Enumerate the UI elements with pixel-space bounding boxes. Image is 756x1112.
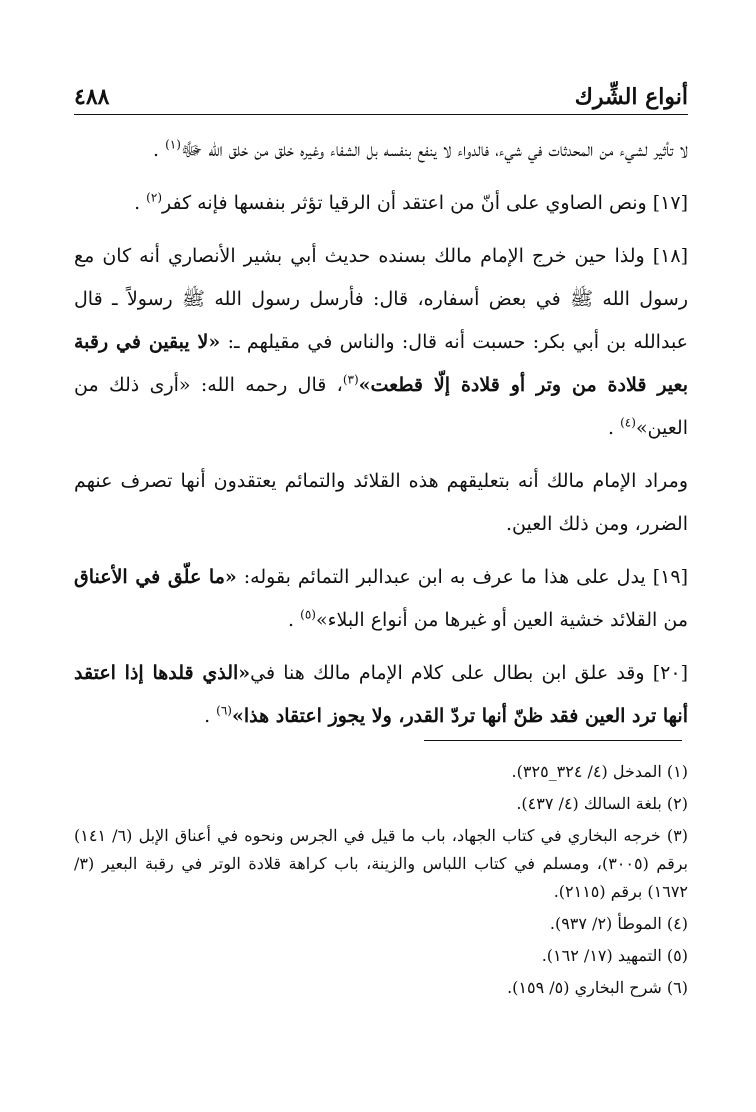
chapter-title: أنواع الشِّرك [574,84,688,110]
punctuation: . [152,139,160,161]
paragraph-6 [74,652,688,738]
paragraph-5 [74,556,688,642]
footnote-6: (٦) شرح البخاري (٥/ ١٥٩). [507,978,688,997]
paragraph-3 [74,235,688,450]
punctuation: . [608,417,615,439]
footnote-3: (٣) خرجه البخاري في كتاب الجهاد، باب ما قيل في الجرس ونحوه في أعناق الإبل (٦/ ١٤١) برقم (٣٠٠٥)، ومسلم في كتاب اللباس والزينة، باب كراهة قلادة الوتر في رقبة البعير (٣/ ١٦٧٢) برقم (٢١١٥). [74,826,688,901]
footnote-1: (١) المدخل (٤/ ٣٢٤_٣٢٥). [511,762,688,781]
paragraph-1 [74,129,688,172]
paragraph-2 [74,182,688,225]
paragraph-text: [١٧] ونص الصاوي على أنّ من اعتقد أن الرقيا تؤثر بنفسها فإنه كفر [162,192,688,214]
punctuation: . [134,192,141,214]
quote: «ما علّق في الأعناق [74,566,237,588]
paragraph-text: [١٩] يدل على هذا ما عرف به ابن عبدالبر التمائم بقوله: [243,566,688,588]
main-text [74,129,688,738]
paragraph-4 [74,460,688,546]
footnote-ref[interactable]: (٤) [620,415,636,430]
punctuation: . [204,705,211,727]
quote: «الذي قلدها إذا اعتقد أنها ترد العين فقد ظنّ أنها تردّ القدر، ولا يجوز اعتقاد هذا» [74,662,688,727]
paragraph-text: [١٨] ولذا حين خرج الإمام مالك بسنده حديث أبي بشير الأنصاري أنه كان مع رسول الله ﷺ في بعض أسفاره، قال: فأرسل رسول الله ﷺ رسولاً ـ قال عبدالله بن أبي بكر: حسبت أنه قال: والناس في مقيلهم ـ: [74,245,689,353]
footnote-ref[interactable]: (٥) [300,607,316,622]
footnote-separator [424,740,682,741]
footnote-5: (٥) التمهيد (١٧/ ١٦٢). [541,946,688,965]
page-header [74,70,688,115]
footnote-ref[interactable]: (٢) [146,190,162,205]
footnotes [74,758,688,1006]
footnote-2: (٢) بلغة السالك (٤/ ٤٣٧). [516,794,688,813]
page [74,70,688,748]
footnote-ref[interactable]: (٦) [216,703,232,718]
paragraph-text: من القلائد خشية العين أو غيرها من أنواع البلاء» [315,609,688,631]
paragraph-text: ، قال رحمه الله: «أرى ذلك من العين» [74,374,688,439]
paragraph-text: ومراد الإمام مالك أنه بتعليقهم هذه القلائد والتمائم يعتقدون أنها تصرف عنهم الضرر، ومن ذلك العين. [74,470,688,535]
punctuation: . [288,609,295,631]
paragraph-text: لا تأثير لشيء من المحدثات في شيء، فالدواء لا ينفع بنفسه بل الشفاء وغيره خلق من خلق الله ﷻ [180,139,688,161]
page-number: ٤٨٨ [74,84,110,110]
footnote-4: (٤) الموطأ (٢/ ٩٣٧). [549,914,688,933]
footnote-ref[interactable]: (٣) [342,372,359,387]
footnote-ref[interactable]: (١) [165,137,181,152]
paragraph-text: [٢٠] وقد علق ابن بطال على كلام الإمام مالك هنا في [250,662,688,684]
hadith-quote: «لا يبقين في رقبة بعير قلادة من وتر أو قلادة إلّا قطعت» [74,331,688,396]
